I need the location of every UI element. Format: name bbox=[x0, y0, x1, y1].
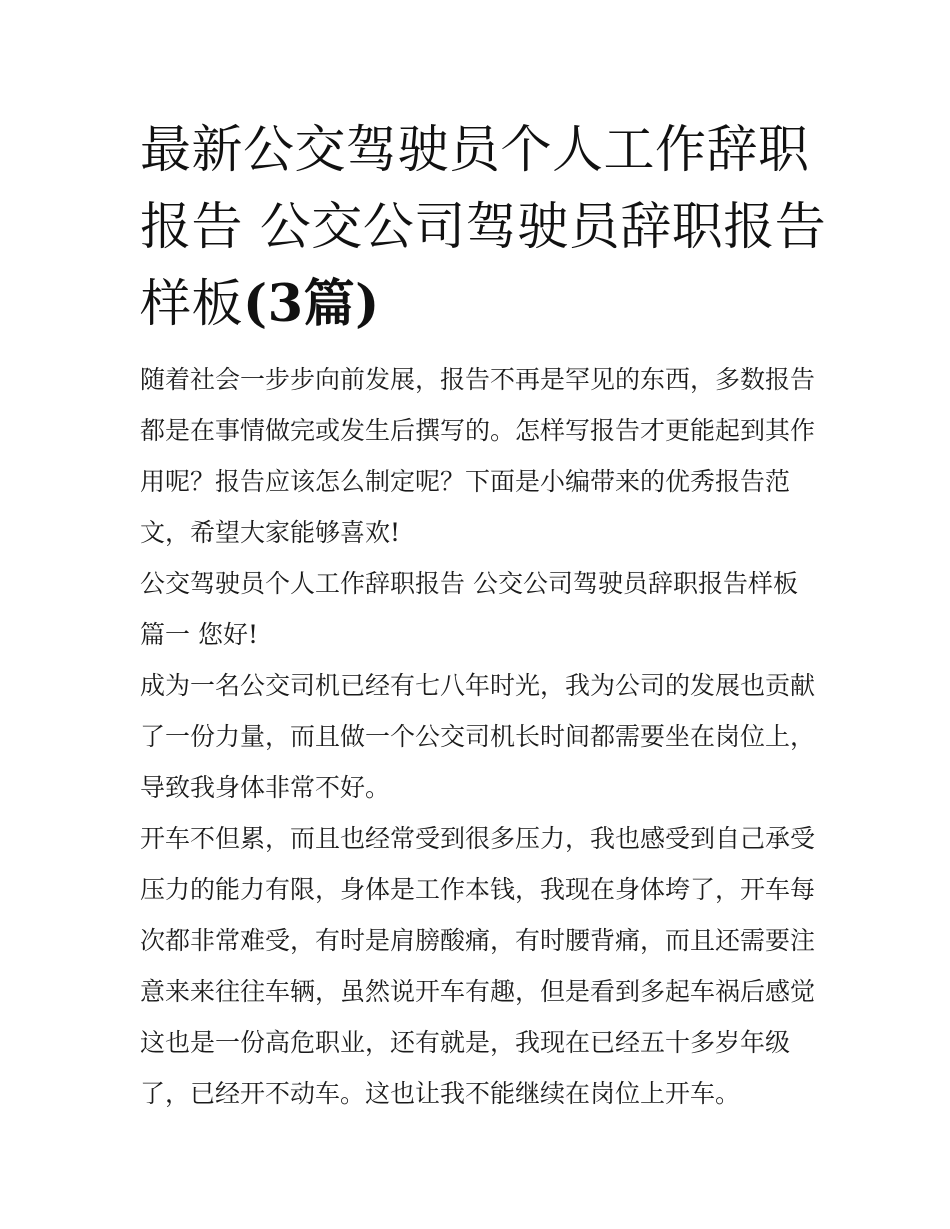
paragraph-line: 意来来往往车辆，虽然说开车有趣，但是看到多起车祸后感觉 bbox=[140, 977, 816, 1006]
paragraph-line: 压力的能力有限，身体是工作本钱，我现在身体垮了，开车每 bbox=[140, 875, 816, 904]
paragraph-line: 成为一名公交司机已经有七八年时光，我为公司的发展也贡献 bbox=[140, 671, 816, 700]
title-line: 最新公交驾驶员个人工作辞职 bbox=[140, 121, 810, 180]
paragraph-line: 了，已经开不动车。这也让我不能继续在岗位上开车。 bbox=[140, 1079, 741, 1108]
paragraph-line: 了一份力量，而且做一个公交司机长时间都需要坐在岗位上， bbox=[140, 722, 816, 751]
paragraph-line: 这也是一份高危职业，还有就是，我现在已经五十多岁年级 bbox=[140, 1028, 791, 1057]
section-heading-line: 公交驾驶员个人工作辞职报告 公交公司驾驶员辞职报告样板 bbox=[140, 569, 798, 598]
title-count: (3篇) bbox=[243, 274, 380, 334]
title-line bbox=[140, 266, 820, 343]
intro-line: 文，希望大家能够喜欢! bbox=[140, 518, 401, 547]
section-heading-line: 篇一 您好! bbox=[140, 620, 258, 649]
intro-line: 随着社会一步步向前发展，报告不再是罕见的东西，多数报告 bbox=[140, 365, 816, 394]
title-line: 报告 公交公司驾驶员辞职报告 bbox=[140, 198, 827, 257]
paragraph-line: 开车不但累，而且也经常受到很多压力，我也感受到自己承受 bbox=[140, 824, 816, 853]
paragraph-line: 次都非常难受，有时是肩膀酸痛，有时腰背痛，而且还需要注 bbox=[140, 926, 816, 955]
intro-line: 用呢？报告应该怎么制定呢？下面是小编带来的优秀报告范 bbox=[140, 467, 791, 496]
title-line-text: 样板 bbox=[140, 275, 244, 334]
document-title bbox=[140, 112, 827, 343]
intro-line: 都是在事情做完或发生后撰写的。怎样写报告才更能起到其作 bbox=[140, 416, 816, 445]
paragraph-line: 导致我身体非常不好。 bbox=[140, 773, 391, 802]
document-body bbox=[140, 354, 820, 1119]
